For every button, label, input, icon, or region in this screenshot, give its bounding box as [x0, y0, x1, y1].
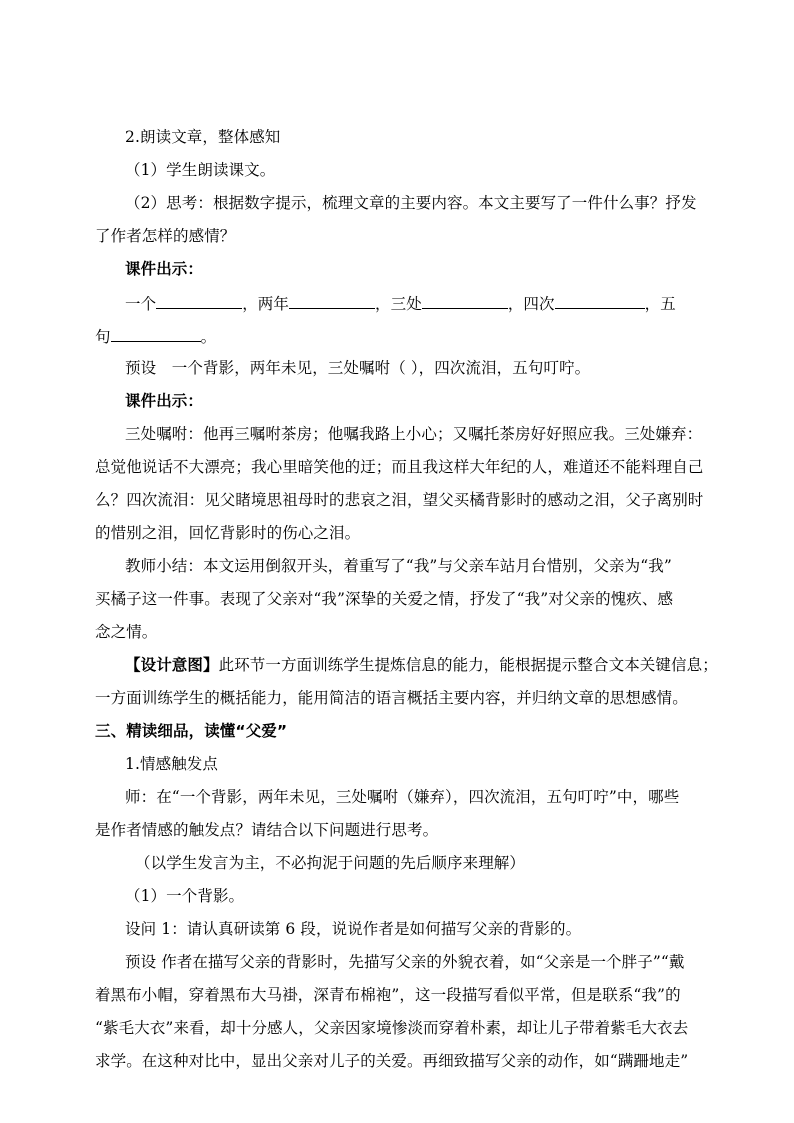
fill-text: 。 — [200, 328, 217, 346]
fill-blank-line — [95, 325, 707, 347]
section-2-title: 2.朗读文章，整体感知 — [125, 128, 281, 146]
preset-line: 预设 一个背影，两年未见，三处嘱咐（ ），四次流泪，五句叮咛。 — [125, 359, 591, 377]
fill-text: ，五 — [644, 295, 676, 313]
subsection-title: 1.情感触发点 — [125, 755, 218, 773]
blank-line — [156, 292, 242, 309]
paragraph: 念之情。 — [95, 623, 158, 641]
paragraph: （1）学生朗读课文。 — [125, 161, 276, 179]
paragraph: 师：在“一个背影，两年未见，三处嘱咐（嫌弃），四次流泪，五句叮咛”中，哪些 — [125, 788, 680, 806]
fill-blank-line — [125, 292, 737, 314]
design-intent-line — [125, 655, 737, 675]
blank-line — [422, 292, 508, 309]
fill-text: ，四次 — [507, 295, 555, 313]
courseware-label: 课件出示： — [125, 260, 204, 278]
paragraph: 总觉他说话不大漂亮；我心里暗笑他的迂；而且我这样大年纪的人，难道还不能料理自己 — [95, 458, 704, 476]
paragraph: 着黑布小帽，穿着黑布大马褂，深青布棉袍”，这一段描写看似平常，但是联系“我”的 — [95, 986, 681, 1004]
paragraph: （2）思考：根据数字提示，梳理文章的主要内容。本文主要写了一件什么事？抒发 — [125, 194, 697, 212]
section-3-title: 三、精读细品，读懂“父爱” — [95, 722, 288, 740]
paragraph: “紫毛大衣”来看，却十分感人，父亲因家境惨淡而穿着朴素，却让儿子带着紫毛大衣去 — [95, 1019, 689, 1037]
question-line: （1）一个背影。 — [125, 887, 245, 905]
fill-text: ，三处 — [375, 295, 422, 313]
fill-text: 一个 — [125, 295, 157, 313]
courseware-label: 课件出示： — [125, 392, 204, 410]
paragraph: 教师小结：本文运用倒叙开头，着重写了“我”与父亲车站月台惜别，父亲为“我” — [125, 557, 672, 575]
blank-line — [555, 292, 645, 309]
paragraph: 求学。在这种对比中，显出父亲对儿子的关爱。再细致描写父亲的动作，如“蹒跚地走” — [95, 1052, 689, 1070]
paragraph: 预设 作者在描写父亲的背影时，先描写父亲的外貌衣着，如“父亲是一个胖子”“戴 — [125, 953, 685, 971]
fill-text: ，两年 — [242, 295, 290, 313]
question-line: 设问 1：请认真研读第 6 段，说说作者是如何描写父亲的背影的。 — [125, 920, 582, 938]
paragraph: 是作者情感的触发点？请结合以下问题进行思考。 — [95, 821, 439, 839]
paragraph: 一方面训练学生的概括能力，能用简洁的语言概括主要内容，并归纳文章的思想感情。 — [95, 689, 688, 707]
design-intent-text: 此环节一方面训练学生提炼信息的能力，能根据提示整合文本关键信息； — [218, 656, 718, 674]
note-line: （以学生发言为主，不必拘泥于问题的先后顺序来理解） — [135, 854, 526, 872]
paragraph: 的惜别之泪，回忆背影时的伤心之泪。 — [95, 524, 361, 542]
paragraph: 么？四次流泪：见父睹境思祖母时的悲哀之泪，望父买橘背影时的感动之泪，父子离别时 — [95, 491, 704, 509]
paragraph: 买橘子这一件事。表现了父亲对“我”深挚的关爱之情，抒发了“我”对父亲的愧疚、感 — [95, 590, 674, 608]
paragraph: 了作者怎样的感情？ — [95, 227, 236, 245]
design-intent-label: 【设计意图】 — [125, 656, 219, 674]
blank-line — [111, 325, 201, 342]
paragraph: 三处嘱咐：他再三嘱咐茶房；他嘱我路上小心；又嘱托茶房好好照应我。三处嫌弃： — [125, 425, 703, 443]
fill-text: 句 — [95, 328, 111, 346]
blank-line — [289, 292, 375, 309]
